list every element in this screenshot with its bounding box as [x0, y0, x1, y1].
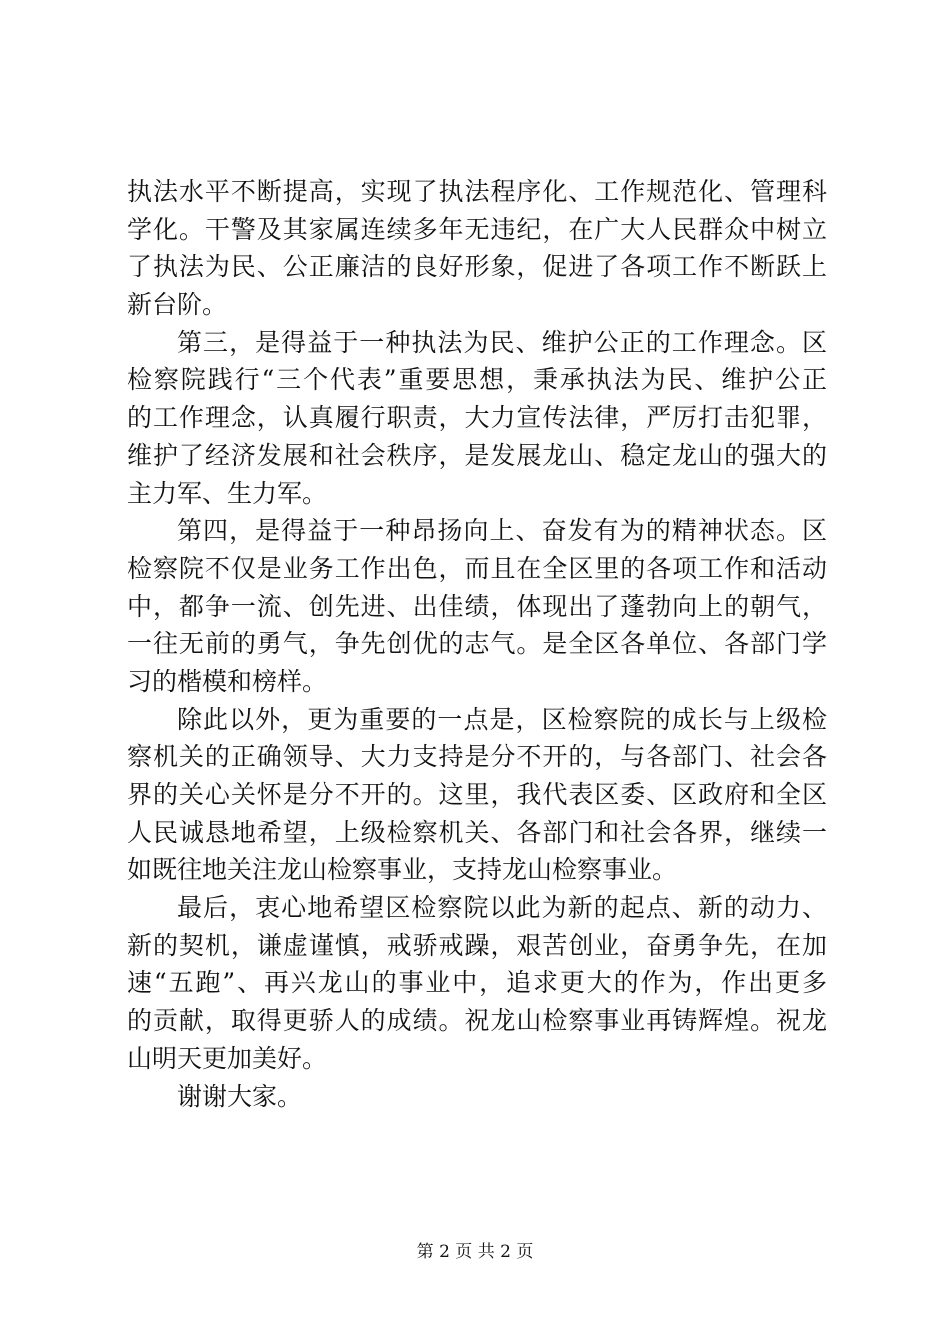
text-line: 检察院践行“三个代表”重要思想，秉承执法为民、维护公正	[127, 365, 827, 395]
text-line: 习的楷模和榜样。	[127, 666, 328, 696]
text-line: 速“五跑”、再兴龙山的事业中，追求更大的作为，作出更多	[127, 968, 827, 998]
text-line: 一往无前的勇气，争先创优的志气。是全区各单位、各部门学	[127, 629, 827, 659]
text-line: 主力军、生力军。	[127, 478, 328, 508]
text-line: 中，都争一流、创先进、出佳绩，体现出了蓬勃向上的朝气，	[127, 591, 827, 621]
text-line: 如既往地关注龙山检察事业，支持龙山检察事业。	[127, 855, 678, 885]
text-line: 检察院不仅是业务工作出色，而且在全区里的各项工作和活动	[127, 553, 827, 583]
paragraph-first-line: 第四，是得益于一种昂扬向上、奋发有为的精神状态。区	[177, 516, 827, 546]
text-line: 的贡献，取得更骄人的成绩。祝龙山检察事业再铸辉煌。祝龙	[127, 1006, 827, 1036]
paragraph-first-line: 第三，是得益于一种执法为民、维护公正的工作理念。区	[177, 327, 827, 357]
text-line: 察机关的正确领导、大力支持是分不开的，与各部门、社会各	[127, 742, 827, 772]
closing-line: 谢谢大家。	[177, 1081, 303, 1111]
text-line: 新台阶。	[127, 290, 228, 320]
paragraph-first-line: 除此以外，更为重要的一点是，区检察院的成长与上级检	[177, 704, 827, 734]
paragraph-first-line: 最后，衷心地希望区检察院以此为新的起点、新的动力、	[177, 893, 827, 923]
text-line: 学化。干警及其家属连续多年无违纪，在广大人民群众中树立	[127, 214, 827, 244]
text-line: 山明天更加美好。	[127, 1043, 328, 1073]
document-body	[127, 173, 827, 1115]
text-line: 执法水平不断提高，实现了执法程序化、工作规范化、管理科	[127, 177, 827, 206]
text-line: 的工作理念，认真履行职责，大力宣传法律，严厉打击犯罪，	[127, 403, 827, 433]
text-line: 人民诚恳地希望，上级检察机关、各部门和社会各界，继续一	[127, 817, 827, 847]
text-line: 维护了经济发展和社会秩序，是发展龙山、稳定龙山的强大的	[127, 440, 827, 470]
text-line: 了执法为民、公正廉洁的良好形象，促进了各项工作不断跃上	[127, 252, 827, 282]
page-footer: 第 2 页 共 2 页	[416, 1242, 534, 1262]
text-line: 界的关心关怀是分不开的。这里，我代表区委、区政府和全区	[127, 780, 827, 809]
text-line: 新的契机，谦虚谨慎，戒骄戒躁，艰苦创业，奋勇争先，在加	[127, 930, 827, 960]
